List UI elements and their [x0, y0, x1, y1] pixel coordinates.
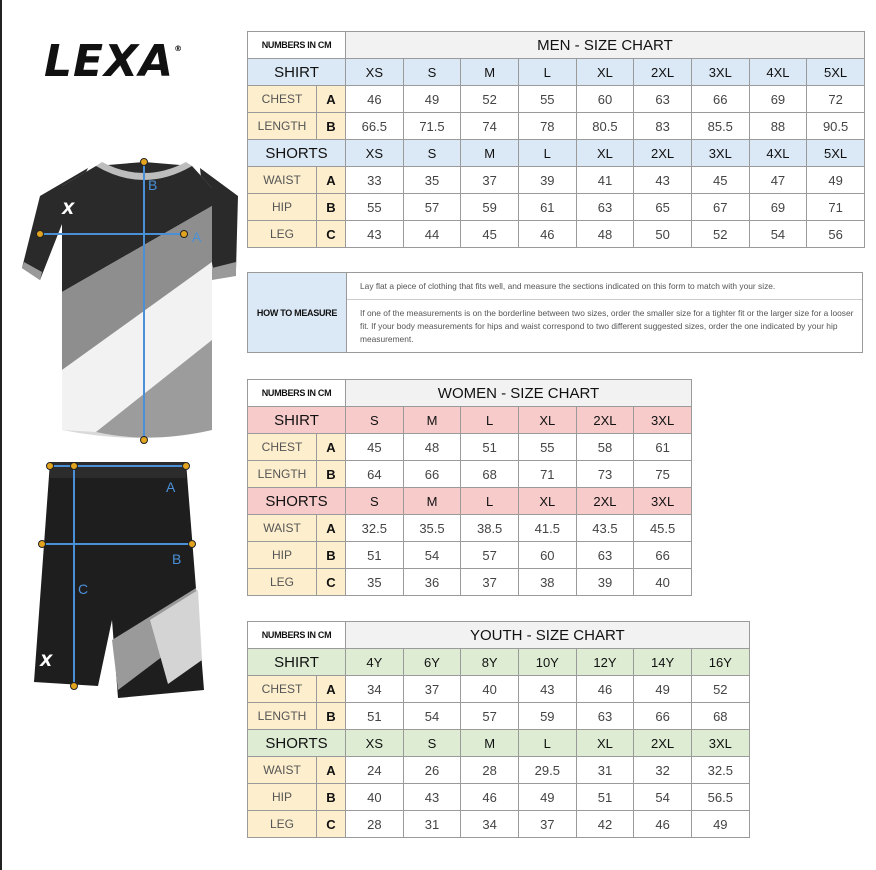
value-cell: 54 [403, 703, 461, 730]
table-row [248, 676, 750, 703]
value-cell: 45 [461, 221, 519, 248]
measurement-name: HIP [248, 784, 317, 810]
value-cell: 43 [518, 676, 576, 703]
value-cell: 43 [346, 221, 404, 248]
size-header: 3XL [634, 488, 692, 515]
value-cell: 38 [518, 569, 576, 596]
value-cell: 39 [576, 569, 634, 596]
table-row [248, 221, 865, 248]
svg-text:B: B [148, 177, 158, 193]
table-row [248, 167, 865, 194]
size-header: XL [576, 59, 634, 86]
value-cell: 69 [749, 194, 807, 221]
units-label: NUMBERS IN CM [248, 622, 346, 649]
shorts-label-b [172, 551, 181, 567]
value-cell: 66 [634, 542, 692, 569]
value-cell: 31 [576, 757, 634, 784]
size-header: XS [346, 730, 404, 757]
value-cell: 55 [518, 434, 576, 461]
measurement-code: B [326, 708, 336, 724]
size-header: 2XL [634, 59, 692, 86]
measurement-label-cell [248, 569, 346, 596]
measurement-name: WAIST [248, 515, 317, 541]
measurement-code: C [326, 574, 336, 590]
value-cell: 34 [461, 811, 519, 838]
size-header: S [346, 407, 404, 434]
section-label: SHIRT [248, 59, 346, 86]
value-cell: 29.5 [518, 757, 576, 784]
table-row [248, 784, 750, 811]
value-cell: 60 [576, 86, 634, 113]
garment-illustration [0, 0, 245, 720]
measurement-name: CHEST [248, 676, 317, 702]
measurement-name: WAIST [248, 757, 317, 783]
size-header: 4XL [749, 59, 807, 86]
size-header: 3XL [634, 407, 692, 434]
size-header: L [518, 730, 576, 757]
size-header: M [461, 59, 519, 86]
size-header: 2XL [634, 730, 692, 757]
youth-shorts-section [248, 730, 750, 838]
value-cell: 44 [403, 221, 461, 248]
value-cell: 64 [346, 461, 404, 488]
table-row [248, 434, 692, 461]
measurement-code: B [326, 466, 336, 482]
value-cell: 63 [634, 86, 692, 113]
size-header: 3XL [691, 59, 749, 86]
value-cell: 67 [691, 194, 749, 221]
section-label: SHIRT [248, 407, 346, 434]
value-cell: 35 [346, 569, 404, 596]
value-cell: 63 [576, 703, 634, 730]
table-row [248, 757, 750, 784]
how-to-measure-label: HOW TO MEASURE [248, 273, 347, 352]
shorts-label-c [78, 581, 88, 597]
svg-text:X: X [62, 199, 75, 218]
value-cell: 35.5 [403, 515, 461, 542]
value-cell: 52 [691, 221, 749, 248]
measurement-label-cell [248, 167, 346, 194]
value-cell: 61 [634, 434, 692, 461]
measurement-label-cell [248, 461, 346, 488]
size-header: 5XL [807, 140, 865, 167]
measurement-name: LEG [248, 221, 317, 247]
value-cell: 51 [346, 542, 404, 569]
size-header: S [403, 59, 461, 86]
value-cell: 36 [403, 569, 461, 596]
value-cell: 65 [634, 194, 692, 221]
value-cell: 49 [691, 811, 749, 838]
size-header: 2XL [576, 488, 634, 515]
size-header: S [403, 140, 461, 167]
value-cell: 46 [634, 811, 692, 838]
size-header: M [403, 488, 461, 515]
measurement-name: CHEST [248, 434, 317, 460]
size-header: XL [576, 140, 634, 167]
value-cell: 43.5 [576, 515, 634, 542]
how-to-measure-box [247, 272, 863, 353]
value-cell: 45 [346, 434, 404, 461]
size-header: M [403, 407, 461, 434]
value-cell: 51 [346, 703, 404, 730]
value-cell: 48 [403, 434, 461, 461]
value-cell: 35 [403, 167, 461, 194]
shirt-label-b [148, 177, 157, 193]
measurement-label-cell [248, 784, 346, 811]
shorts-label-a [166, 479, 176, 495]
value-cell: 57 [403, 194, 461, 221]
value-cell: 42 [576, 811, 634, 838]
value-cell: 46 [461, 784, 519, 811]
value-cell: 51 [461, 434, 519, 461]
size-header: L [461, 488, 519, 515]
value-cell: 90.5 [807, 113, 865, 140]
size-header: 5XL [807, 59, 865, 86]
value-cell: 38.5 [461, 515, 519, 542]
how-to-measure-text-1: Lay flat a piece of clothing that fits well, and measure the sections indicated on this form to match with your size. [360, 281, 776, 291]
value-cell: 55 [346, 194, 404, 221]
value-cell: 32.5 [691, 757, 749, 784]
section-label: SHORTS [248, 488, 346, 515]
value-cell: 51 [576, 784, 634, 811]
svg-text:A: A [192, 229, 202, 245]
value-cell: 43 [634, 167, 692, 194]
value-cell: 54 [634, 784, 692, 811]
size-header: XS [346, 140, 404, 167]
value-cell: 56.5 [691, 784, 749, 811]
value-cell: 63 [576, 542, 634, 569]
youth-size-chart [247, 621, 750, 838]
divider [347, 299, 862, 300]
size-header: 12Y [576, 649, 634, 676]
size-header: S [403, 730, 461, 757]
how-to-measure-text-2: If one of the measurements is on the borderline between two sizes, order the smaller size for a tighter fit or the larger size for a looser fit. If your body measurements for hips and waist correspond to two different suggested sizes, order the one indicated by your hip measurement. [360, 308, 854, 344]
women-shorts-section [248, 488, 692, 596]
measurement-code: A [326, 681, 336, 697]
table-row [248, 461, 692, 488]
value-cell: 68 [691, 703, 749, 730]
value-cell: 49 [403, 86, 461, 113]
size-header: 4XL [749, 140, 807, 167]
value-cell: 60 [518, 542, 576, 569]
measurement-label-cell [248, 757, 346, 784]
value-cell: 59 [518, 703, 576, 730]
svg-text:X: X [40, 651, 53, 670]
section-label: SHORTS [248, 730, 346, 757]
value-cell: 66 [403, 461, 461, 488]
value-cell: 52 [461, 86, 519, 113]
value-cell: 50 [634, 221, 692, 248]
value-cell: 39 [518, 167, 576, 194]
measurement-label-cell [248, 676, 346, 703]
value-cell: 32.5 [346, 515, 404, 542]
table-row [248, 569, 692, 596]
value-cell: 55 [518, 86, 576, 113]
value-cell: 41.5 [518, 515, 576, 542]
measurement-name: LEG [248, 811, 317, 837]
value-cell: 43 [403, 784, 461, 811]
measurement-code: A [326, 439, 336, 455]
value-cell: 85.5 [691, 113, 749, 140]
measurement-code: B [326, 118, 336, 134]
size-header: M [461, 140, 519, 167]
value-cell: 78 [518, 113, 576, 140]
measurement-name: LENGTH [248, 113, 317, 139]
size-header: 8Y [461, 649, 519, 676]
table-row [248, 811, 750, 838]
youth-shirt-section [248, 649, 750, 730]
measurement-name: WAIST [248, 167, 317, 193]
svg-text:A: A [166, 479, 176, 495]
size-header: 6Y [403, 649, 461, 676]
units-label: NUMBERS IN CM [248, 380, 346, 407]
women-size-chart [247, 379, 692, 596]
svg-text:C: C [78, 581, 89, 597]
value-cell: 45 [691, 167, 749, 194]
size-header: L [518, 140, 576, 167]
value-cell: 52 [691, 676, 749, 703]
men-shorts-section [248, 140, 865, 248]
value-cell: 40 [634, 569, 692, 596]
value-cell: 37 [518, 811, 576, 838]
measurement-name: LEG [248, 569, 317, 595]
value-cell: 45.5 [634, 515, 692, 542]
value-cell: 73 [576, 461, 634, 488]
size-header: S [346, 488, 404, 515]
measurement-name: LENGTH [248, 461, 317, 487]
value-cell: 28 [461, 757, 519, 784]
size-header: 2XL [634, 140, 692, 167]
women-shirt-section [248, 407, 692, 488]
value-cell: 32 [634, 757, 692, 784]
size-header: 3XL [691, 140, 749, 167]
size-header: XL [518, 407, 576, 434]
brand-logo: LEXA® [44, 36, 184, 87]
section-label: SHIRT [248, 649, 346, 676]
size-header: XS [346, 59, 404, 86]
measurement-label-cell [248, 542, 346, 569]
measurement-label-cell [248, 434, 346, 461]
value-cell: 80.5 [576, 113, 634, 140]
measurement-label-cell [248, 811, 346, 838]
measurement-code: B [326, 547, 336, 563]
size-header: XL [518, 488, 576, 515]
size-header: 14Y [634, 649, 692, 676]
value-cell: 28 [346, 811, 404, 838]
value-cell: 37 [461, 569, 519, 596]
table-row [248, 86, 865, 113]
measurement-label-cell [248, 86, 346, 113]
size-header: 16Y [691, 649, 749, 676]
value-cell: 58 [576, 434, 634, 461]
value-cell: 57 [461, 703, 519, 730]
size-header: L [461, 407, 519, 434]
value-cell: 46 [346, 86, 404, 113]
value-cell: 66 [634, 703, 692, 730]
value-cell: 24 [346, 757, 404, 784]
measurement-code: A [326, 762, 336, 778]
measurement-label-cell [248, 221, 346, 248]
value-cell: 71 [807, 194, 865, 221]
value-cell: 31 [403, 811, 461, 838]
table-row [248, 113, 865, 140]
measurement-name: HIP [248, 194, 317, 220]
measurement-code: C [326, 226, 336, 242]
shirt-label-a [192, 229, 202, 245]
measurement-label-cell [248, 194, 346, 221]
value-cell: 49 [634, 676, 692, 703]
chart-title: MEN - SIZE CHART [346, 32, 865, 59]
value-cell: 69 [749, 86, 807, 113]
size-header: L [518, 59, 576, 86]
measurement-code: A [326, 91, 336, 107]
value-cell: 71 [518, 461, 576, 488]
measurement-name: CHEST [248, 86, 317, 112]
value-cell: 56 [807, 221, 865, 248]
value-cell: 26 [403, 757, 461, 784]
value-cell: 63 [576, 194, 634, 221]
shirt-figure [22, 159, 238, 444]
size-header: 10Y [518, 649, 576, 676]
value-cell: 33 [346, 167, 404, 194]
size-header: 2XL [576, 407, 634, 434]
value-cell: 37 [403, 676, 461, 703]
chart-title: YOUTH - SIZE CHART [346, 622, 750, 649]
measurement-code: B [326, 199, 336, 215]
chart-title: WOMEN - SIZE CHART [346, 380, 692, 407]
table-row [248, 542, 692, 569]
section-label: SHORTS [248, 140, 346, 167]
measurement-code: C [326, 816, 336, 832]
value-cell: 59 [461, 194, 519, 221]
value-cell: 40 [346, 784, 404, 811]
size-header: M [461, 730, 519, 757]
value-cell: 46 [518, 221, 576, 248]
value-cell: 54 [403, 542, 461, 569]
value-cell: 40 [461, 676, 519, 703]
table-row [248, 703, 750, 730]
measurement-label-cell [248, 703, 346, 730]
units-label: NUMBERS IN CM [248, 32, 346, 59]
measurement-label-cell [248, 515, 346, 542]
value-cell: 61 [518, 194, 576, 221]
men-size-chart [247, 31, 865, 248]
table-row [248, 194, 865, 221]
value-cell: 66.5 [346, 113, 404, 140]
value-cell: 88 [749, 113, 807, 140]
value-cell: 75 [634, 461, 692, 488]
value-cell: 71.5 [403, 113, 461, 140]
measurement-name: HIP [248, 542, 317, 568]
value-cell: 47 [749, 167, 807, 194]
value-cell: 72 [807, 86, 865, 113]
men-shirt-section [248, 59, 865, 140]
measurement-label-cell [248, 113, 346, 140]
measurement-code: A [326, 520, 336, 536]
table-row [248, 515, 692, 542]
value-cell: 49 [518, 784, 576, 811]
value-cell: 74 [461, 113, 519, 140]
size-header: 4Y [346, 649, 404, 676]
value-cell: 34 [346, 676, 404, 703]
value-cell: 46 [576, 676, 634, 703]
value-cell: 57 [461, 542, 519, 569]
measurement-code: B [326, 789, 336, 805]
value-cell: 83 [634, 113, 692, 140]
measurement-name: LENGTH [248, 703, 317, 729]
value-cell: 48 [576, 221, 634, 248]
value-cell: 41 [576, 167, 634, 194]
value-cell: 66 [691, 86, 749, 113]
value-cell: 37 [461, 167, 519, 194]
value-cell: 49 [807, 167, 865, 194]
shorts-figure [34, 462, 204, 698]
size-header: XL [576, 730, 634, 757]
svg-text:B: B [172, 551, 182, 567]
value-cell: 54 [749, 221, 807, 248]
measurement-code: A [326, 172, 336, 188]
value-cell: 68 [461, 461, 519, 488]
size-header: 3XL [691, 730, 749, 757]
